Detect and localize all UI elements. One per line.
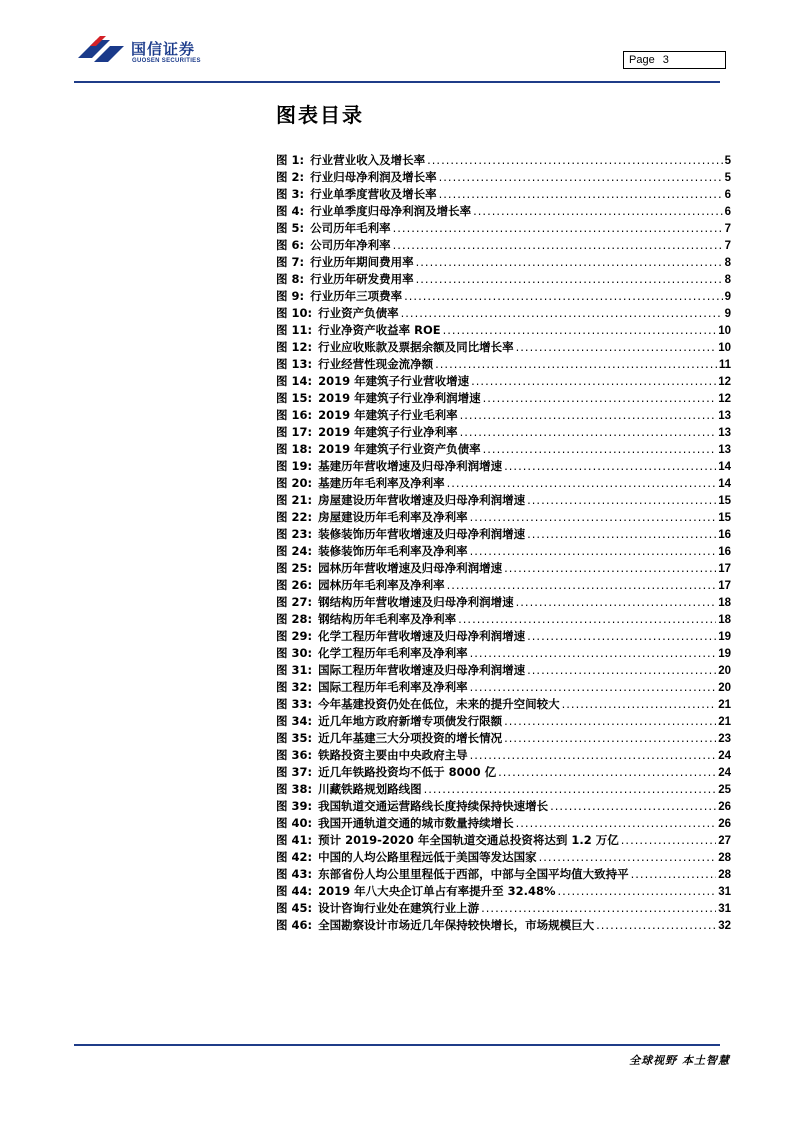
toc-entry-page: 15 bbox=[718, 495, 731, 507]
toc-entry-text: 行业历年研发费用率 bbox=[310, 272, 414, 286]
toc-entry-page: 5 bbox=[724, 155, 731, 167]
toc-entry[interactable] bbox=[276, 628, 731, 645]
toc-entry-page: 8 bbox=[724, 274, 731, 286]
toc-entry-label: 图 22: bbox=[276, 510, 313, 524]
toc-entry-page: 17 bbox=[718, 580, 731, 592]
toc-entry-page: 21 bbox=[718, 699, 731, 711]
toc-entry[interactable] bbox=[276, 866, 731, 883]
toc-entry[interactable] bbox=[276, 254, 731, 271]
toc-entry-page: 13 bbox=[718, 427, 731, 439]
toc-leader-dots bbox=[516, 815, 717, 832]
toc-leader-dots bbox=[483, 390, 717, 407]
toc-entry-text: 装修装饰历年毛利率及净利率 bbox=[318, 544, 468, 558]
toc-leader-dots bbox=[470, 509, 717, 526]
toc-entry[interactable] bbox=[276, 390, 731, 407]
toc-entry-page: 12 bbox=[718, 376, 731, 388]
toc-entry-label: 图 43: bbox=[276, 867, 313, 881]
toc-entry-label: 图 28: bbox=[276, 612, 313, 626]
toc-entry-page: 26 bbox=[718, 801, 731, 813]
toc-entry[interactable] bbox=[276, 560, 731, 577]
toc-entry-page: 10 bbox=[718, 325, 731, 337]
toc-entry-text: 行业经营性现金流净额 bbox=[318, 357, 434, 371]
toc-entry[interactable] bbox=[276, 237, 731, 254]
toc-entry[interactable] bbox=[276, 339, 731, 356]
toc-leader-dots bbox=[470, 747, 717, 764]
toc-entry-label: 图 10: bbox=[276, 306, 313, 320]
toc-leader-dots bbox=[460, 407, 717, 424]
toc-leader-dots bbox=[481, 900, 716, 917]
toc-entry[interactable] bbox=[276, 611, 731, 628]
toc-entry-label: 图 23: bbox=[276, 527, 313, 541]
header-rule bbox=[74, 81, 720, 83]
toc-entry-page: 16 bbox=[718, 529, 731, 541]
toc-entry-page: 21 bbox=[718, 716, 731, 728]
toc-leader-dots bbox=[504, 560, 716, 577]
page-label: Page bbox=[629, 54, 655, 66]
toc-entry-page: 24 bbox=[718, 750, 731, 762]
toc-entry-label: 图 6: bbox=[276, 238, 305, 252]
figure-table-of-contents bbox=[276, 152, 731, 934]
toc-leader-dots bbox=[621, 832, 716, 849]
toc-entry-page: 18 bbox=[718, 614, 731, 626]
toc-entry-label: 图 44: bbox=[276, 884, 313, 898]
toc-entry-page: 28 bbox=[718, 869, 731, 881]
toc-entry-label: 图 34: bbox=[276, 714, 313, 728]
toc-title: 图表目录 bbox=[276, 103, 364, 127]
toc-entry-label: 图 36: bbox=[276, 748, 313, 762]
toc-entry[interactable] bbox=[276, 356, 731, 373]
toc-entry[interactable] bbox=[276, 424, 731, 441]
toc-entry[interactable] bbox=[276, 526, 731, 543]
toc-leader-dots bbox=[401, 305, 723, 322]
toc-entry-text: 行业应收账款及票据余额及同比增长率 bbox=[318, 340, 514, 354]
toc-entry-page: 12 bbox=[718, 393, 731, 405]
toc-leader-dots bbox=[550, 798, 716, 815]
toc-leader-dots bbox=[435, 356, 717, 373]
footer-slogan: 全球视野 本土智慧 bbox=[629, 1054, 730, 1067]
toc-leader-dots bbox=[596, 917, 716, 934]
toc-entry[interactable] bbox=[276, 764, 731, 781]
toc-entry-page: 25 bbox=[718, 784, 731, 796]
toc-entry-text: 行业资产负债率 bbox=[318, 306, 399, 320]
toc-entry-text: 行业营业收入及增长率 bbox=[310, 153, 426, 167]
toc-entry-page: 20 bbox=[718, 682, 731, 694]
toc-entry-page: 11 bbox=[718, 359, 731, 371]
toc-entry-label: 图 16: bbox=[276, 408, 313, 422]
toc-leader-dots bbox=[470, 645, 717, 662]
toc-entry-page: 27 bbox=[718, 835, 731, 847]
toc-entry-label: 图 19: bbox=[276, 459, 313, 473]
toc-leader-dots bbox=[483, 441, 717, 458]
toc-entry-text: 公司历年毛利率 bbox=[310, 221, 391, 235]
toc-leader-dots bbox=[427, 152, 722, 169]
toc-entry[interactable] bbox=[276, 900, 731, 917]
toc-entry-text: 公司历年净利率 bbox=[310, 238, 391, 252]
logo-chinese-name: 国信证券 bbox=[131, 40, 196, 58]
toc-entry[interactable] bbox=[276, 305, 731, 322]
toc-leader-dots bbox=[443, 322, 717, 339]
logo-mark-icon bbox=[76, 34, 128, 68]
toc-leader-dots bbox=[631, 866, 717, 883]
toc-entry-label: 图 20: bbox=[276, 476, 313, 490]
page-number: 3 bbox=[662, 54, 669, 66]
toc-entry-text: 川藏铁路规划路线图 bbox=[318, 782, 422, 796]
toc-entry-text: 园林历年毛利率及净利率 bbox=[318, 578, 445, 592]
toc-entry[interactable] bbox=[276, 679, 731, 696]
toc-entry-page: 13 bbox=[718, 444, 731, 456]
toc-entry[interactable] bbox=[276, 730, 731, 747]
toc-entry[interactable] bbox=[276, 509, 731, 526]
toc-entry-label: 图 21: bbox=[276, 493, 313, 507]
toc-entry-label: 图 15: bbox=[276, 391, 313, 405]
toc-entry-text: 近几年基建三大分项投资的增长情况 bbox=[318, 731, 503, 745]
toc-entry-page: 10 bbox=[718, 342, 731, 354]
page-header bbox=[0, 0, 793, 90]
toc-entry[interactable] bbox=[276, 475, 731, 492]
toc-entry-text: 我国开通轨道交通的城市数量持续增长 bbox=[318, 816, 514, 830]
toc-entry-label: 图 5: bbox=[276, 221, 305, 235]
toc-entry-text: 行业历年期间费用率 bbox=[310, 255, 414, 269]
toc-entry[interactable] bbox=[276, 373, 731, 390]
toc-entry-text: 我国轨道交通运营路线长度持续保持快速增长 bbox=[318, 799, 549, 813]
toc-leader-dots bbox=[504, 730, 716, 747]
toc-leader-dots bbox=[498, 764, 716, 781]
toc-leader-dots bbox=[447, 475, 717, 492]
toc-entry[interactable] bbox=[276, 169, 731, 186]
toc-entry-text: 装修装饰历年营收增速及归母净利润增速 bbox=[318, 527, 526, 541]
toc-entry-page: 19 bbox=[718, 648, 731, 660]
toc-entry-label: 图 8: bbox=[276, 272, 305, 286]
toc-leader-dots bbox=[393, 220, 723, 237]
toc-entry-text: 行业单季度归母净利润及增长率 bbox=[310, 204, 472, 218]
toc-leader-dots bbox=[558, 883, 717, 900]
toc-entry-text: 行业历年三项费率 bbox=[310, 289, 403, 303]
toc-entry-label: 图 1: bbox=[276, 153, 305, 167]
toc-leader-dots bbox=[424, 781, 717, 798]
toc-leader-dots bbox=[527, 662, 716, 679]
toc-entry-page: 18 bbox=[718, 597, 731, 609]
toc-entry-label: 图 29: bbox=[276, 629, 313, 643]
toc-leader-dots bbox=[416, 271, 723, 288]
toc-entry[interactable] bbox=[276, 441, 731, 458]
toc-entry-text: 国际工程历年毛利率及净利率 bbox=[318, 680, 468, 694]
toc-entry-page: 31 bbox=[718, 903, 731, 915]
toc-entry-label: 图 27: bbox=[276, 595, 313, 609]
toc-entry[interactable] bbox=[276, 492, 731, 509]
toc-entry[interactable] bbox=[276, 152, 731, 169]
toc-entry-page: 13 bbox=[718, 410, 731, 422]
toc-entry-label: 图 32: bbox=[276, 680, 313, 694]
toc-leader-dots bbox=[404, 288, 722, 305]
toc-entry-page: 23 bbox=[718, 733, 731, 745]
toc-leader-dots bbox=[447, 577, 717, 594]
toc-entry-page: 20 bbox=[718, 665, 731, 677]
toc-entry[interactable] bbox=[276, 271, 731, 288]
footer-rule bbox=[74, 1044, 720, 1046]
toc-entry-page: 6 bbox=[724, 189, 731, 201]
toc-entry-page: 24 bbox=[718, 767, 731, 779]
page-number-box bbox=[623, 51, 726, 69]
toc-entry-label: 图 42: bbox=[276, 850, 313, 864]
toc-entry-page: 19 bbox=[718, 631, 731, 643]
toc-entry[interactable] bbox=[276, 883, 731, 900]
toc-entry-text: 2019 年建筑子行业净利率 bbox=[318, 425, 458, 439]
toc-entry-page: 9 bbox=[724, 291, 731, 303]
toc-entry-label: 图 45: bbox=[276, 901, 313, 915]
toc-entry-label: 图 40: bbox=[276, 816, 313, 830]
toc-leader-dots bbox=[527, 526, 716, 543]
toc-entry-text: 近几年铁路投资均不低于 8000 亿 bbox=[318, 765, 497, 779]
toc-entry-text: 化学工程历年营收增速及归母净利润增速 bbox=[318, 629, 526, 643]
toc-entry[interactable] bbox=[276, 458, 731, 475]
toc-entry[interactable] bbox=[276, 407, 731, 424]
toc-leader-dots bbox=[504, 713, 716, 730]
toc-entry-page: 14 bbox=[718, 478, 731, 490]
toc-entry-text: 2019 年建筑子行业净利润增速 bbox=[318, 391, 481, 405]
toc-entry-text: 近几年地方政府新增专项债发行限额 bbox=[318, 714, 503, 728]
guosen-logo bbox=[76, 34, 226, 74]
toc-entry-label: 图 35: bbox=[276, 731, 313, 745]
toc-entry-label: 图 4: bbox=[276, 204, 305, 218]
toc-entry-text: 东部省份人均公里里程低于西部，中部与全国平均值大致持平 bbox=[318, 867, 629, 881]
toc-entry-label: 图 33: bbox=[276, 697, 313, 711]
toc-entry-text: 2019 年建筑子行业毛利率 bbox=[318, 408, 458, 422]
toc-entry-text: 国际工程历年营收增速及归母净利润增速 bbox=[318, 663, 526, 677]
toc-entry-label: 图 39: bbox=[276, 799, 313, 813]
toc-entry[interactable] bbox=[276, 577, 731, 594]
toc-entry-text: 2019 年八大央企订单占有率提升至 32.48% bbox=[318, 884, 556, 898]
toc-entry-label: 图 37: bbox=[276, 765, 313, 779]
toc-leader-dots bbox=[516, 339, 717, 356]
toc-leader-dots bbox=[539, 849, 717, 866]
toc-entry-text: 行业单季度营收及增长率 bbox=[310, 187, 437, 201]
toc-leader-dots bbox=[527, 492, 716, 509]
toc-leader-dots bbox=[473, 203, 722, 220]
toc-entry-text: 铁路投资主要由中央政府主导 bbox=[318, 748, 468, 762]
toc-leader-dots bbox=[470, 679, 717, 696]
toc-leader-dots bbox=[471, 373, 716, 390]
toc-entry[interactable] bbox=[276, 713, 731, 730]
toc-entry-text: 基建历年营收增速及归母净利润增速 bbox=[318, 459, 503, 473]
toc-entry[interactable] bbox=[276, 798, 731, 815]
toc-entry[interactable] bbox=[276, 696, 731, 713]
toc-entry-text: 房屋建设历年营收增速及归母净利润增速 bbox=[318, 493, 526, 507]
toc-leader-dots bbox=[393, 237, 723, 254]
toc-leader-dots bbox=[439, 186, 723, 203]
toc-entry-label: 图 30: bbox=[276, 646, 313, 660]
toc-entry[interactable] bbox=[276, 543, 731, 560]
toc-entry[interactable] bbox=[276, 594, 731, 611]
toc-entry[interactable] bbox=[276, 662, 731, 679]
toc-entry-page: 8 bbox=[724, 257, 731, 269]
toc-entry-label: 图 41: bbox=[276, 833, 313, 847]
toc-leader-dots bbox=[470, 543, 717, 560]
toc-entry-label: 图 31: bbox=[276, 663, 313, 677]
toc-entry-label: 图 26: bbox=[276, 578, 313, 592]
toc-entry-text: 行业净资产收益率 ROE bbox=[318, 323, 441, 337]
toc-entry-page: 15 bbox=[718, 512, 731, 524]
toc-entry-label: 图 9: bbox=[276, 289, 305, 303]
toc-entry-text: 中国的人均公路里程远低于美国等发达国家 bbox=[318, 850, 537, 864]
toc-entry-label: 图 24: bbox=[276, 544, 313, 558]
toc-leader-dots bbox=[562, 696, 717, 713]
toc-entry[interactable] bbox=[276, 220, 731, 237]
toc-entry[interactable] bbox=[276, 645, 731, 662]
toc-entry-label: 图 3: bbox=[276, 187, 305, 201]
toc-leader-dots bbox=[504, 458, 716, 475]
toc-entry-text: 2019 年建筑子行业营收增速 bbox=[318, 374, 470, 388]
toc-entry[interactable] bbox=[276, 186, 731, 203]
toc-entry-page: 9 bbox=[724, 308, 731, 320]
toc-entry-text: 行业归母净利润及增长率 bbox=[310, 170, 437, 184]
toc-leader-dots bbox=[527, 628, 716, 645]
toc-entry[interactable] bbox=[276, 832, 731, 849]
toc-entry[interactable] bbox=[276, 322, 731, 339]
toc-entry-page: 28 bbox=[718, 852, 731, 864]
toc-entry-page: 16 bbox=[718, 546, 731, 558]
toc-entry-label: 图 7: bbox=[276, 255, 305, 269]
toc-entry-text: 基建历年毛利率及净利率 bbox=[318, 476, 445, 490]
toc-entry[interactable] bbox=[276, 203, 731, 220]
toc-entry-page: 5 bbox=[724, 172, 731, 184]
toc-entry[interactable] bbox=[276, 917, 731, 934]
toc-entry-label: 图 2: bbox=[276, 170, 305, 184]
toc-entry-text: 设计咨询行业处在建筑行业上游 bbox=[318, 901, 480, 915]
toc-entry-page: 32 bbox=[718, 920, 731, 932]
toc-entry-label: 图 18: bbox=[276, 442, 313, 456]
toc-entry-text: 2019 年建筑子行业资产负债率 bbox=[318, 442, 481, 456]
toc-entry[interactable] bbox=[276, 849, 731, 866]
toc-entry-page: 7 bbox=[724, 223, 731, 235]
toc-entry-label: 图 14: bbox=[276, 374, 313, 388]
toc-entry-label: 图 46: bbox=[276, 918, 313, 932]
toc-leader-dots bbox=[516, 594, 717, 611]
toc-entry-label: 图 11: bbox=[276, 323, 313, 337]
toc-entry-text: 房屋建设历年毛利率及净利率 bbox=[318, 510, 468, 524]
toc-entry-label: 图 25: bbox=[276, 561, 313, 575]
toc-entry-label: 图 12: bbox=[276, 340, 313, 354]
toc-entry[interactable] bbox=[276, 747, 731, 764]
toc-entry-text: 钢结构历年毛利率及净利率 bbox=[318, 612, 457, 626]
toc-entry-text: 预计 2019-2020 年全国轨道交通总投资将达到 1.2 万亿 bbox=[318, 833, 619, 847]
toc-entry-page: 17 bbox=[718, 563, 731, 575]
toc-entry-page: 26 bbox=[718, 818, 731, 830]
toc-entry-text: 今年基建投资仍处在低位，未来的提升空间较大 bbox=[318, 697, 560, 711]
toc-entry-page: 6 bbox=[724, 206, 731, 218]
toc-entry-page: 14 bbox=[718, 461, 731, 473]
toc-leader-dots bbox=[458, 611, 716, 628]
toc-entry-text: 化学工程历年毛利率及净利率 bbox=[318, 646, 468, 660]
toc-entry-text: 全国勘察设计市场近几年保持较快增长，市场规模巨大 bbox=[318, 918, 595, 932]
toc-leader-dots bbox=[460, 424, 717, 441]
toc-leader-dots bbox=[416, 254, 723, 271]
toc-entry-page: 7 bbox=[724, 240, 731, 252]
toc-entry-page: 31 bbox=[718, 886, 731, 898]
toc-entry-text: 园林历年营收增速及归母净利润增速 bbox=[318, 561, 503, 575]
toc-entry[interactable] bbox=[276, 288, 731, 305]
toc-entry-label: 图 17: bbox=[276, 425, 313, 439]
toc-entry-text: 钢结构历年营收增速及归母净利润增速 bbox=[318, 595, 514, 609]
toc-leader-dots bbox=[439, 169, 723, 186]
toc-entry-label: 图 13: bbox=[276, 357, 313, 371]
toc-entry-label: 图 38: bbox=[276, 782, 313, 796]
toc-entry[interactable] bbox=[276, 815, 731, 832]
toc-entry[interactable] bbox=[276, 781, 731, 798]
logo-english-name: GUOSEN SECURITIES bbox=[132, 58, 201, 64]
